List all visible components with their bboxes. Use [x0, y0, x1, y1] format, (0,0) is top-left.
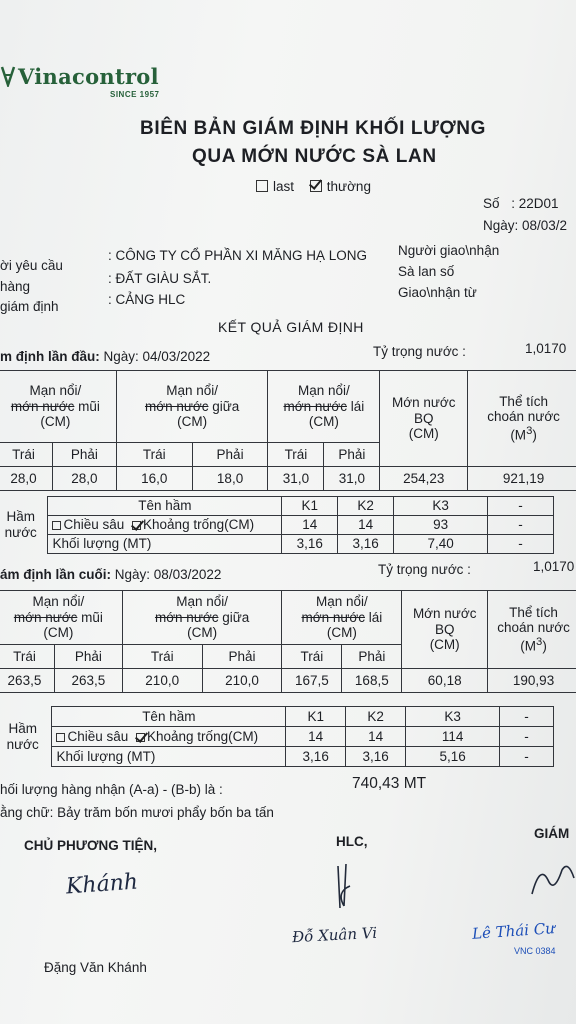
first-date: Ngày: 04/03/2022 [103, 349, 211, 364]
last-volume-value: 190,93 [488, 669, 576, 693]
first-bow-left-value: 28,0 [0, 467, 52, 491]
option-last-label: last [273, 179, 295, 194]
first-mid-header: Mạn nổi/ mớn nước giữa (CM) [116, 371, 268, 443]
first-aft-left-header: Trái [268, 443, 324, 467]
hlc-signature: Đỗ Xuân Vi [291, 923, 378, 947]
requester-value: : CÔNG TY CỔ PHẦN XI MĂNG HẠ LONG [108, 248, 368, 263]
last-hold-mode: Chiều sâu Khoảng trống(CM) [52, 727, 286, 747]
last-k4-space: - [500, 727, 554, 747]
last-mass-label: Khối lượng (MT) [52, 747, 286, 767]
first-bow-header: Mạn nổi/ mớn nước mũi (CM) [0, 371, 116, 443]
last-hold-table [0, 706, 554, 767]
total-formula-label: hối lượng hàng nhận (A-a) - (B-b) là : [0, 782, 223, 797]
last-section-label: ám định lần cuối: Ngày: 08/03/2022 [0, 567, 222, 582]
inspector-signature-mark-icon [528, 860, 576, 900]
first-k4-space: - [488, 516, 554, 535]
last-hold-name-label: Tên hầm [52, 707, 286, 727]
first-k2-space: 14 [338, 516, 394, 535]
last-mid-right-header: Phải [202, 645, 282, 669]
first-mass-label: Khối lượng (MT) [48, 535, 282, 554]
logo-since: SINCE 1957 [110, 90, 160, 99]
last-space-checkbox[interactable] [136, 733, 145, 742]
last-k3-header: K3 [406, 707, 500, 727]
last-bq-header: Mớn nước BQ (CM) [402, 591, 488, 669]
type-options [256, 179, 371, 194]
first-depth-checkbox[interactable] [52, 521, 61, 530]
first-space-checkbox[interactable] [132, 521, 141, 530]
last-checkbox[interactable] [256, 180, 268, 192]
logo-text: Vinacontrol [18, 64, 159, 89]
goods-value: : ĐẤT GIÀU SẮT. [108, 271, 212, 286]
first-mid-right-value: 18,0 [192, 467, 268, 491]
last-date: Ngày: 08/03/2022 [114, 567, 222, 582]
requester-label: ời yêu cầu [0, 258, 63, 273]
last-mid-left-header: Trái [122, 645, 202, 669]
total-value: 740,43 MT [352, 775, 427, 792]
number-value: : 22D01 [511, 196, 559, 211]
last-bow-right-value: 263,5 [54, 669, 122, 693]
first-bow-right-value: 28,0 [52, 467, 116, 491]
document-title-line1: BIÊN BẢN GIÁM ĐỊNH KHỐI LƯỢNG [140, 118, 486, 139]
report-date: Ngày: 08/03/2 [483, 218, 568, 233]
last-bq-value: 60,18 [402, 669, 488, 693]
last-aft-left-value: 167,5 [282, 669, 342, 693]
first-k1-header: K1 [282, 497, 338, 516]
inspector-stamp-name: Lê Thái Cư [471, 919, 556, 943]
inspector-stamp-code: VNC 0384 [514, 946, 556, 956]
first-k3-space: 93 [394, 516, 488, 535]
first-bq-value: 254,23 [380, 467, 468, 491]
first-k2-mass: 3,16 [338, 535, 394, 554]
last-depth-checkbox[interactable] [56, 733, 65, 742]
last-density-value: 1,0170 [533, 559, 575, 574]
first-hold-mode: Chiều sâu Khoảng trống(CM) [48, 516, 282, 535]
last-aft-right-header: Phải [342, 645, 402, 669]
option-thuong-label: thường [326, 179, 371, 194]
from-label: Giao\nhận từ [398, 285, 477, 300]
first-bow-left-header: Trái [0, 443, 52, 467]
last-volume-header: Thể tích choán nước $(M^3)$ [488, 591, 576, 669]
first-k1-space: 14 [282, 516, 338, 535]
last-k1-mass: 3,16 [286, 747, 346, 767]
owner-title: CHỦ PHƯƠNG TIỆN, [24, 838, 157, 853]
first-k4-mass: - [488, 535, 554, 554]
first-density-label: Tỷ trọng nước : [373, 344, 466, 359]
total-in-words: ằng chữ: Bảy trăm bốn mươi phẩy bốn ba tấn [0, 805, 274, 820]
last-k2-header: K2 [346, 707, 406, 727]
last-mid-header: Mạn nổi/ mớn nước giữa (CM) [122, 591, 282, 645]
first-aft-left-value: 31,0 [268, 467, 324, 491]
first-section-label: m định lần đầu: Ngày: 04/03/2022 [0, 349, 211, 364]
first-draft-table [0, 370, 576, 491]
first-mid-left-value: 16,0 [116, 467, 192, 491]
thuong-checkbox[interactable] [310, 180, 322, 192]
first-aft-right-value: 31,0 [324, 467, 380, 491]
last-bow-right-header: Phải [54, 645, 122, 669]
first-k3-mass: 7,40 [394, 535, 488, 554]
last-k1-space: 14 [286, 727, 346, 747]
first-k4-header: - [488, 497, 554, 516]
result-title: KẾT QUẢ GIÁM ĐỊNH [218, 319, 364, 335]
first-hold-table [0, 496, 554, 554]
last-mid-left-value: 210,0 [122, 669, 202, 693]
deliverer-label: Người giao\nhận [398, 243, 500, 258]
first-mid-right-header: Phải [192, 443, 268, 467]
first-k3-header: K3 [394, 497, 488, 516]
goods-label: hàng [0, 279, 31, 294]
first-mid-left-header: Trái [116, 443, 192, 467]
last-k4-header: - [500, 707, 554, 727]
last-k1-header: K1 [286, 707, 346, 727]
place-label: giám định [0, 299, 59, 314]
first-bq-header: Mớn nước BQ (CM) [380, 371, 468, 467]
place-value: : CẢNG HLC [108, 292, 186, 307]
last-bow-header: Mạn nổi/ mớn nước mũi (CM) [0, 591, 122, 645]
first-k1-mass: 3,16 [282, 535, 338, 554]
last-aft-header: Mạn nổi/ mớn nước lái (CM) [282, 591, 402, 645]
last-density-label: Tỷ trọng nước : [378, 562, 471, 577]
first-hold-name-label: Tên hầm [48, 497, 282, 516]
owner-name: Đặng Văn Khánh [44, 960, 147, 975]
inspector-title: GIÁM [534, 826, 570, 841]
first-aft-header: Mạn nổi/ mớn nước lái (CM) [268, 371, 380, 443]
last-hold-label: Hầm nước [0, 707, 52, 767]
document-title-line2: QUA MỚN NƯỚC SÀ LAN [192, 146, 437, 167]
last-draft-table [0, 590, 576, 693]
last-bow-left-value: 263,5 [0, 669, 54, 693]
last-aft-right-value: 168,5 [342, 669, 402, 693]
first-density-value: 1,0170 [525, 341, 567, 356]
first-volume-header: Thể tích choán nước $(M^3)$ [468, 371, 576, 467]
vinacontrol-mark-icon [0, 65, 16, 87]
first-aft-right-header: Phải [324, 443, 380, 467]
last-aft-left-header: Trái [282, 645, 342, 669]
last-k2-space: 14 [346, 727, 406, 747]
first-k2-header: K2 [338, 497, 394, 516]
first-bow-right-header: Phải [52, 443, 116, 467]
last-k2-mass: 3,16 [346, 747, 406, 767]
last-k4-mass: - [500, 747, 554, 767]
barge-label: Sà lan số [398, 264, 455, 279]
last-mid-right-value: 210,0 [202, 669, 282, 693]
vinacontrol-logo [0, 64, 159, 89]
owner-signature: Khánh [65, 869, 139, 900]
last-k3-space: 114 [406, 727, 500, 747]
first-volume-value: 921,19 [468, 467, 576, 491]
first-hold-label: Hầm nước [0, 497, 48, 554]
number-label: Số : 22D01 [483, 196, 559, 211]
hlc-title: HLC, [336, 834, 368, 849]
last-k3-mass: 5,16 [406, 747, 500, 767]
last-bow-left-header: Trái [0, 645, 54, 669]
hlc-signature-mark-icon [330, 862, 366, 912]
